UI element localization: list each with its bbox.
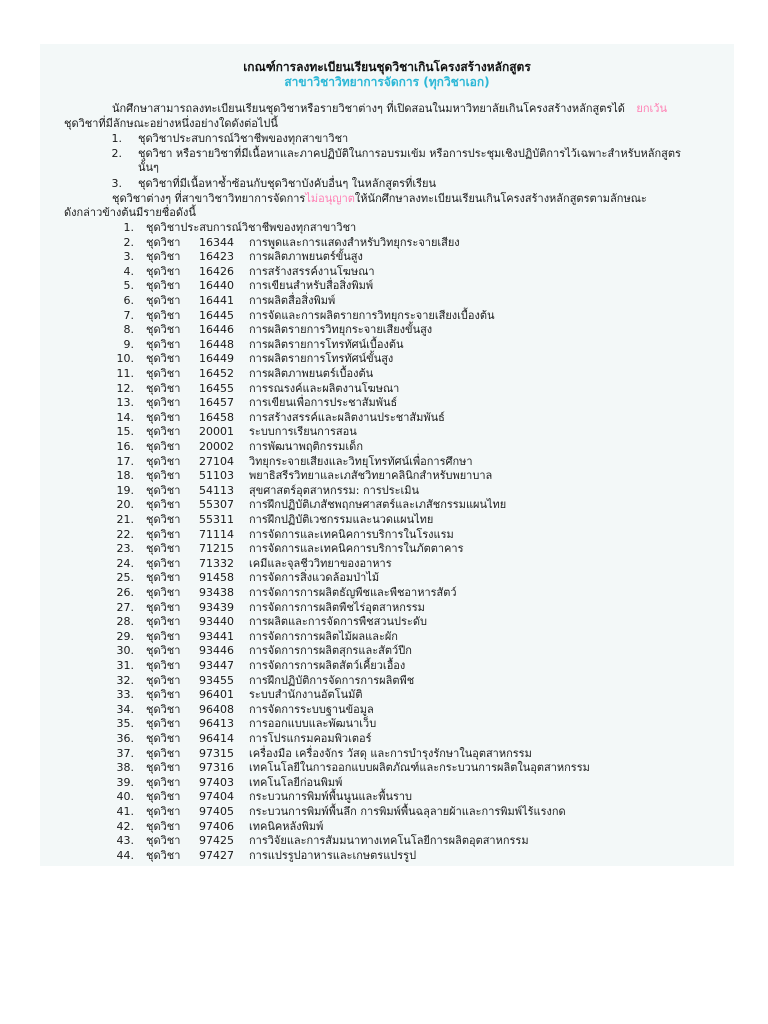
item-text: ชุดวิชาประสบการณ์วิชาชีพของทุกสาขาวิชา <box>146 221 357 234</box>
course-name: เทคโนโลยีก่อนพิมพ์ <box>249 775 343 789</box>
course-code: 97404 <box>199 790 234 804</box>
course-prefix: ชุดวิชา <box>146 454 181 468</box>
intro-text: นักศึกษาสามารถลงทะเบียนเรียนชุดวิชาหรือรายวิชาต่างๆ ที่เปิดสอนในมหาวิทยาลัยเกินโครงสร้างหลักสูตรได้ <box>112 102 625 115</box>
course-row <box>40 279 734 294</box>
course-code: 93446 <box>199 644 234 658</box>
course-name: การรณรงค์และผลิตงานโฆษณา <box>249 381 400 395</box>
course-name: การผลิตภาพยนตร์เบื้องต้น <box>249 367 374 380</box>
criterion-text: ชุดวิชาประสบการณ์วิชาชีพของทุกสาขาวิชา <box>138 132 349 145</box>
course-prefix: ชุดวิชา <box>146 775 181 789</box>
course-code: 97403 <box>199 775 234 789</box>
course-number: 44. <box>116 848 134 862</box>
course-code: 16426 <box>199 264 234 278</box>
page-title: เกณฑ์การลงทะเบียนเรียนชุดวิชาเกินโครงสร้างหลักสูตร <box>243 60 531 74</box>
course-code: 97406 <box>199 819 234 833</box>
course-prefix: ชุดวิชา <box>146 294 181 307</box>
course-prefix: ชุดวิชา <box>146 235 181 249</box>
course-name: การจัดและการผลิตรายการวิทยุกระจายเสียงเบื้องต้น <box>249 308 495 322</box>
course-name: การเขียนเพื่อการประชาสัมพันธ์ <box>249 396 398 410</box>
item-number: 1. <box>123 221 134 234</box>
course-number: 24. <box>116 556 134 570</box>
course-prefix: ชุดวิชา <box>146 440 181 453</box>
course-prefix: ชุดวิชา <box>146 717 181 731</box>
course-name: การจัดการสิ่งแวดล้อมป่าไม้ <box>249 571 380 585</box>
course-number: 8. <box>123 323 134 337</box>
course-name: สุขศาสตร์อุตสาหกรรม: การประเมิน <box>249 483 420 497</box>
course-code: 16448 <box>199 337 234 351</box>
course-code: 93439 <box>199 600 234 614</box>
course-row <box>40 586 734 601</box>
course-number: 36. <box>116 732 134 745</box>
course-prefix: ชุดวิชา <box>146 848 181 862</box>
course-code: 16458 <box>199 410 234 424</box>
course-row <box>40 542 734 557</box>
course-row <box>40 352 734 367</box>
course-code: 93441 <box>199 629 234 643</box>
course-name: การพัฒนาพฤติกรรมเด็ก <box>249 440 363 453</box>
course-number: 9. <box>123 337 134 351</box>
course-row <box>40 659 734 674</box>
course-name: การฝึกปฏิบัติเภสัชพฤกษศาสตร์และเภสัชกรรมแผนไทย <box>249 498 507 512</box>
course-code: 16441 <box>199 294 234 307</box>
course-prefix: ชุดวิชา <box>146 673 181 687</box>
course-row <box>40 805 734 820</box>
course-code: 97425 <box>199 834 234 848</box>
course-number: 42. <box>116 819 134 833</box>
course-prefix: ชุดวิชา <box>146 425 181 439</box>
course-row <box>40 469 734 484</box>
course-prefix: ชุดวิชา <box>146 571 181 585</box>
course-number: 26. <box>116 586 134 599</box>
course-prefix: ชุดวิชา <box>146 586 181 599</box>
course-prefix: ชุดวิชา <box>146 279 181 293</box>
course-prefix: ชุดวิชา <box>146 381 181 395</box>
intro-line-2: ชุดวิชาที่มีลักษณะอย่างหนึ่งอย่างใดดังต่อไปนี้ <box>64 117 278 130</box>
course-row <box>40 411 734 426</box>
note-text: ชุดวิชาต่างๆ ที่สาขาวิชาวิทยาการจัดการ <box>112 192 306 205</box>
course-prefix: ชุดวิชา <box>146 644 181 658</box>
course-code: 97427 <box>199 848 234 862</box>
course-number: 29. <box>116 629 134 643</box>
note-highlight: ไม่อนุญาต <box>305 192 355 205</box>
list-item <box>40 221 734 236</box>
course-code: 93455 <box>199 673 234 687</box>
course-name: กระบวนการพิมพ์พื้นลึก การพิมพ์พื้นฉลุลายผ้าและการพิมพ์ไร้แรงกด <box>249 805 566 818</box>
course-number: 28. <box>116 615 134 629</box>
course-number: 4. <box>123 264 134 278</box>
course-row <box>40 601 734 616</box>
course-number: 18. <box>116 469 134 483</box>
course-prefix: ชุดวิชา <box>146 819 181 833</box>
course-prefix: ชุดวิชา <box>146 761 181 775</box>
course-name: การผลิตสื่อสิ่งพิมพ์ <box>249 294 336 307</box>
course-prefix: ชุดวิชา <box>146 250 181 264</box>
course-prefix: ชุดวิชา <box>146 264 181 278</box>
course-code: 96408 <box>199 702 234 716</box>
course-prefix: ชุดวิชา <box>146 396 181 410</box>
course-row <box>40 557 734 572</box>
course-row <box>40 309 734 324</box>
course-code: 20002 <box>199 440 234 453</box>
course-prefix: ชุดวิชา <box>146 542 181 556</box>
course-code: 16445 <box>199 308 234 322</box>
course-prefix: ชุดวิชา <box>146 600 181 614</box>
criterion-number: 2. <box>111 147 122 160</box>
course-row <box>40 644 734 659</box>
course-code: 16423 <box>199 250 234 264</box>
intro-highlight: ยกเว้น <box>636 102 667 115</box>
course-prefix: ชุดวิชา <box>146 688 181 702</box>
course-row <box>40 776 734 791</box>
course-row <box>40 382 734 397</box>
course-row <box>40 630 734 645</box>
course-code: 54113 <box>199 483 234 497</box>
course-prefix: ชุดวิชา <box>146 629 181 643</box>
course-prefix: ชุดวิชา <box>146 308 181 322</box>
course-name: การเขียนสำหรับสื่อสิ่งพิมพ์ <box>249 279 374 293</box>
course-code: 16446 <box>199 323 234 337</box>
course-code: 71114 <box>199 527 234 541</box>
course-prefix: ชุดวิชา <box>146 659 181 672</box>
course-number: 23. <box>116 542 134 556</box>
course-row <box>40 498 734 513</box>
course-name: การจัดการการผลิตสุกรและสัตว์ปีก <box>249 644 412 658</box>
course-prefix: ชุดวิชา <box>146 805 181 818</box>
course-number: 21. <box>116 513 134 526</box>
course-code: 27104 <box>199 454 234 468</box>
course-prefix: ชุดวิชา <box>146 367 181 380</box>
course-name: การสร้างสรรค์งานโฆษณา <box>249 264 375 278</box>
course-name: การจัดการระบบฐานข้อมูล <box>249 702 374 716</box>
course-name: การผลิตรายการโทรทัศน์ขั้นสูง <box>249 352 394 366</box>
course-row <box>40 265 734 280</box>
course-number: 33. <box>116 688 134 702</box>
course-row <box>40 834 734 849</box>
course-number: 5. <box>123 279 134 293</box>
course-row <box>40 747 734 762</box>
course-name: เทคโนโลยีในการออกแบบผลิตภัณฑ์และกระบวนการผลิตในอุตสาหกรรม <box>249 761 590 775</box>
course-name: เทคนิคหลังพิมพ์ <box>249 819 324 833</box>
note-text-rest: ให้นักศึกษาลงทะเบียนเรียนเกินโครงสร้างหลักสูตรตามลักษณะ <box>354 192 647 205</box>
course-prefix: ชุดวิชา <box>146 469 181 483</box>
course-number: 41. <box>116 805 134 818</box>
course-code: 93447 <box>199 659 234 672</box>
course-prefix: ชุดวิชา <box>146 410 181 424</box>
criterion-text: ชุดวิชาที่มีเนื้อหาซ้ำซ้อนกับชุดวิชาบังคับอื่นๆ ในหลักสูตรที่เรียน <box>138 177 436 190</box>
note-line-1 <box>112 192 647 206</box>
course-name: การจัดการการผลิตสัตว์เคี้ยวเอื้อง <box>249 659 406 672</box>
course-prefix: ชุดวิชา <box>146 615 181 629</box>
course-code: 71332 <box>199 556 234 570</box>
course-number: 15. <box>116 425 134 439</box>
course-name: ระบบการเรียนการสอน <box>249 425 357 439</box>
note-line-2: ดังกล่าวข้างต้นมีรายชื่อดังนี้ <box>64 206 196 219</box>
course-number: 11. <box>116 367 134 380</box>
course-prefix: ชุดวิชา <box>146 498 181 512</box>
course-name: การแปรรูปอาหารและเกษตรแปรรูป <box>249 848 417 862</box>
course-prefix: ชุดวิชา <box>146 834 181 848</box>
course-number: 10. <box>116 352 134 366</box>
course-name: การผลิตภาพยนตร์ขั้นสูง <box>249 250 363 264</box>
course-name: ระบบสำนักงานอัตโนมัติ <box>249 688 363 702</box>
course-number: 38. <box>116 761 134 775</box>
course-number: 2. <box>123 235 134 249</box>
page-subtitle: สาขาวิชาวิทยาการจัดการ (ทุกวิชาเอก) <box>284 75 490 89</box>
document-page <box>40 44 734 866</box>
course-number: 40. <box>116 790 134 804</box>
course-name: การวิจัยและการสัมมนาทางเทคโนโลยีการผลิตอุตสาหกรรม <box>249 834 529 848</box>
course-row <box>40 440 734 455</box>
course-row <box>40 250 734 265</box>
course-prefix: ชุดวิชา <box>146 556 181 570</box>
course-row <box>40 790 734 805</box>
course-row <box>40 513 734 528</box>
course-number: 30. <box>116 644 134 658</box>
course-code: 93438 <box>199 586 234 599</box>
course-row <box>40 849 734 864</box>
intro-line-1 <box>112 102 667 116</box>
criterion-text: ชุดวิชา หรือรายวิชาที่มีเนื้อหาและภาคปฏิบัติในการอบรมเข้ม หรือการประชุมเชิงปฏิบัติการไว้เฉพาะสำหรับหลักสูตร <box>138 147 681 160</box>
course-name: การจัดการการผลิตธัญพืชและพืชอาหารสัตว์ <box>249 586 457 599</box>
course-code: 97316 <box>199 761 234 775</box>
course-row <box>40 674 734 689</box>
course-code: 16455 <box>199 381 234 395</box>
course-number: 25. <box>116 571 134 585</box>
course-number: 35. <box>116 717 134 731</box>
course-number: 39. <box>116 775 134 789</box>
course-number: 14. <box>116 410 134 424</box>
course-number: 16. <box>116 440 134 453</box>
course-name: กระบวนการพิมพ์พื้นนูนและพื้นราบ <box>249 790 413 804</box>
course-code: 96414 <box>199 732 234 745</box>
course-row <box>40 615 734 630</box>
course-code: 96401 <box>199 688 234 702</box>
course-name: การฝึกปฏิบัติเวชกรรมและนวดแผนไทย <box>249 513 434 526</box>
course-code: 20001 <box>199 425 234 439</box>
course-code: 97315 <box>199 746 234 760</box>
course-row <box>40 732 734 747</box>
course-name: การจัดการและเทคนิคการบริการในโรงแรม <box>249 527 454 541</box>
course-row <box>40 455 734 470</box>
course-prefix: ชุดวิชา <box>146 732 181 745</box>
course-prefix: ชุดวิชา <box>146 337 181 351</box>
course-row <box>40 703 734 718</box>
course-name: การผลิตรายการโทรทัศน์เบื้องต้น <box>249 337 404 351</box>
course-row <box>40 484 734 499</box>
course-number: 3. <box>123 250 134 264</box>
course-number: 27. <box>116 600 134 614</box>
course-prefix: ชุดวิชา <box>146 513 181 526</box>
course-number: 17. <box>116 454 134 468</box>
course-prefix: ชุดวิชา <box>146 702 181 716</box>
course-code: 51103 <box>199 469 234 483</box>
course-name: วิทยุกระจายเสียงและวิทยุโทรทัศน์เพื่อการศึกษา <box>249 454 473 468</box>
course-code: 16452 <box>199 367 234 380</box>
course-row <box>40 236 734 251</box>
course-row <box>40 688 734 703</box>
course-code: 55311 <box>199 513 234 526</box>
course-name: การสร้างสรรค์และผลิตงานประชาสัมพันธ์ <box>249 410 445 424</box>
course-row <box>40 425 734 440</box>
course-name: การจัดการการผลิตไม้ผลและผัก <box>249 629 398 643</box>
course-number: 20. <box>116 498 134 512</box>
course-number: 6. <box>123 294 134 307</box>
course-prefix: ชุดวิชา <box>146 790 181 804</box>
course-row <box>40 820 734 835</box>
course-number: 22. <box>116 527 134 541</box>
course-code: 96413 <box>199 717 234 731</box>
course-name: พยาธิสรีรวิทยาและเภสัชวิทยาคลินิกสำหรับพยาบาล <box>249 469 493 483</box>
course-code: 16457 <box>199 396 234 410</box>
course-number: 19. <box>116 483 134 497</box>
course-number: 34. <box>116 702 134 716</box>
criterion-number: 3. <box>111 177 122 190</box>
course-number: 32. <box>116 673 134 687</box>
course-row <box>40 396 734 411</box>
course-row <box>40 367 734 382</box>
course-name: เคมีและจุลชีววิทยาของอาหาร <box>249 556 392 570</box>
course-code: 71215 <box>199 542 234 556</box>
criterion-number: 1. <box>111 132 122 145</box>
course-number: 31. <box>116 659 134 672</box>
course-code: 55307 <box>199 498 234 512</box>
course-code: 16344 <box>199 235 234 249</box>
course-number: 7. <box>123 308 134 322</box>
course-prefix: ชุดวิชา <box>146 746 181 760</box>
course-name: การจัดการการผลิตพืชไร่อุตสาหกรรม <box>249 600 425 614</box>
course-code: 97405 <box>199 805 234 818</box>
course-number: 43. <box>116 834 134 848</box>
course-prefix: ชุดวิชา <box>146 323 181 337</box>
course-name: เครื่องมือ เครื่องจักร วัสดุ และการบำรุงรักษาในอุตสาหกรรม <box>249 746 532 760</box>
course-code: 16440 <box>199 279 234 293</box>
course-row <box>40 323 734 338</box>
course-number: 13. <box>116 396 134 410</box>
course-code: 91458 <box>199 571 234 585</box>
course-number: 12. <box>116 381 134 395</box>
course-name: การฝึกปฏิบัติการจัดการการผลิตพืช <box>249 673 415 687</box>
course-name: การโปรแกรมคอมพิวเตอร์ <box>249 732 372 745</box>
course-row <box>40 717 734 732</box>
course-name: การพูดและการแสดงสำหรับวิทยุกระจายเสียง <box>249 235 460 249</box>
course-row <box>40 571 734 586</box>
course-prefix: ชุดวิชา <box>146 527 181 541</box>
course-name: การจัดการและเทคนิคการบริการในภัตตาคาร <box>249 542 464 556</box>
course-prefix: ชุดวิชา <box>146 352 181 366</box>
course-row <box>40 338 734 353</box>
course-code: 16449 <box>199 352 234 366</box>
course-name: การออกแบบและพัฒนาเว็บ <box>249 717 377 731</box>
course-row <box>40 528 734 543</box>
course-row <box>40 761 734 776</box>
course-number: 37. <box>116 746 134 760</box>
course-row <box>40 294 734 309</box>
course-code: 93440 <box>199 615 234 629</box>
course-name: การผลิตรายการวิทยุกระจายเสียงขั้นสูง <box>249 323 433 337</box>
course-name: การผลิตและการจัดการพืชสวนประดับ <box>249 615 427 629</box>
course-prefix: ชุดวิชา <box>146 483 181 497</box>
criterion-text-continued: นั้นๆ <box>138 161 159 174</box>
